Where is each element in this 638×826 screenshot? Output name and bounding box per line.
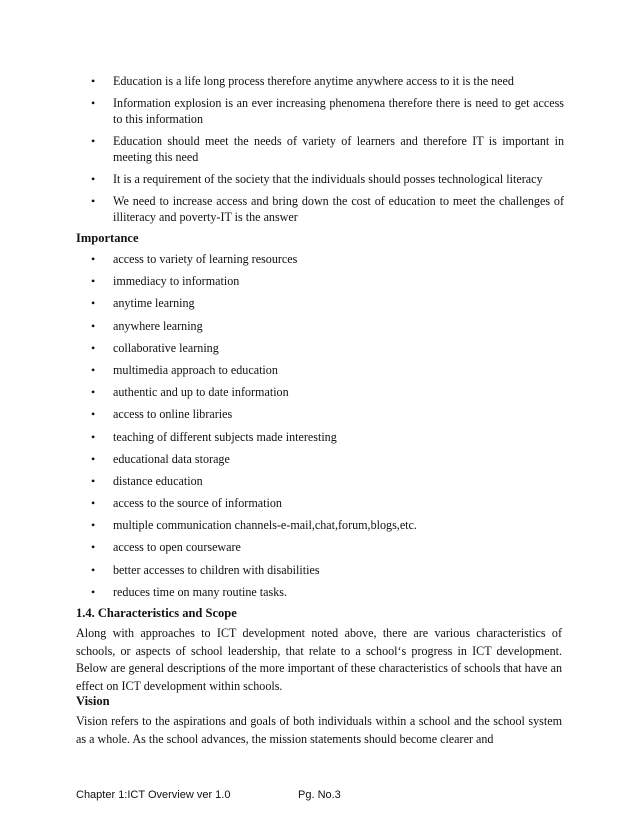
- list-item: [0, 295, 638, 317]
- bullet-icon: •: [91, 252, 96, 266]
- list-item-text: anywhere learning: [113, 318, 203, 333]
- list-item-text: distance education: [113, 473, 203, 488]
- list-item-text: Information explosion is an ever increasing phenomena therefore there is need to get access to this information: [113, 96, 564, 126]
- bullet-icon: •: [91, 385, 96, 400]
- bullet-icon: •: [91, 451, 96, 466]
- list-item: [0, 273, 638, 295]
- list-item-text: educational data storage: [113, 451, 230, 466]
- list-item-text: Education is a life long process therefore anytime anywhere access to it is the need: [113, 74, 514, 88]
- list-item-text: access to variety of learning resources: [113, 252, 298, 266]
- list-item: [0, 95, 638, 127]
- list-item-text: anytime learning: [113, 296, 195, 311]
- list-item: [0, 517, 638, 539]
- footer-chapter: Chapter 1:ICT Overview ver 1.0: [76, 789, 231, 801]
- bullet-icon: •: [91, 296, 96, 311]
- bullet-icon: •: [91, 496, 96, 511]
- list-item-text: Education should meet the needs of variety of learners and therefore IT is important in meeting this need: [113, 134, 564, 164]
- bullet-icon: •: [91, 134, 96, 148]
- section-paragraph: Along with approaches to ICT development noted above, there are various characteristics of schools, or aspects of school leadership, that relate to a school‘s progress in ICT development. Below are general descriptions of the more important of these characteristics of schools that have an effect on ICT development within schools.: [76, 626, 562, 693]
- need-bullet-list: [0, 73, 638, 231]
- list-item: [0, 495, 638, 517]
- bullet-icon: •: [91, 429, 96, 444]
- vision-heading: Vision: [76, 694, 110, 708]
- list-item: [0, 451, 638, 473]
- bullet-icon: •: [91, 74, 96, 88]
- bullet-icon: •: [91, 518, 96, 533]
- list-item: [0, 171, 638, 187]
- list-item: [0, 584, 638, 606]
- bullet-icon: •: [91, 172, 96, 186]
- bullet-icon: •: [91, 362, 96, 377]
- bullet-icon: •: [91, 562, 96, 577]
- list-item: [0, 362, 638, 384]
- list-item: [0, 562, 638, 584]
- vision-paragraph: Vision refers to the aspirations and goals of both individuals within a school and the school system as a whole. As the school advances, the mission statements should become clearer and: [76, 714, 562, 746]
- list-item: [0, 429, 638, 451]
- list-item-text: authentic and up to date information: [113, 385, 289, 400]
- list-item: [0, 340, 638, 362]
- importance-heading: Importance: [76, 231, 139, 245]
- bullet-icon: •: [91, 473, 96, 488]
- list-item-text: We need to increase access and bring down the cost of education to meet the challenges of illiteracy and poverty-IT is the answer: [113, 194, 564, 224]
- importance-bullet-list: [0, 251, 638, 606]
- list-item-text: collaborative learning: [113, 340, 219, 355]
- bullet-icon: •: [91, 407, 96, 422]
- list-item: [0, 318, 638, 340]
- list-item-text: access to open courseware: [113, 540, 241, 555]
- list-item-text: access to online libraries: [113, 407, 233, 422]
- bullet-icon: •: [91, 540, 96, 555]
- list-item: [0, 251, 638, 273]
- list-item-text: It is a requirement of the society that the individuals should posses technological literacy: [113, 172, 543, 186]
- bullet-icon: •: [91, 318, 96, 333]
- list-item: [0, 539, 638, 561]
- section-heading: 1.4. Characteristics and Scope: [76, 606, 237, 620]
- list-item: [0, 384, 638, 406]
- footer-page-number: Pg. No.3: [298, 789, 341, 801]
- list-item-text: access to the source of information: [113, 496, 282, 511]
- list-item-text: multimedia approach to education: [113, 362, 278, 377]
- list-item: [0, 406, 638, 428]
- bullet-icon: •: [91, 96, 96, 110]
- bullet-icon: •: [91, 584, 96, 599]
- bullet-icon: •: [91, 194, 96, 208]
- bullet-icon: •: [91, 340, 96, 355]
- list-item-text: reduces time on many routine tasks.: [113, 584, 287, 599]
- list-item-text: better accesses to children with disabilities: [113, 562, 320, 577]
- list-item-text: multiple communication channels-e-mail,chat,forum,blogs,etc.: [113, 518, 417, 533]
- bullet-icon: •: [91, 274, 96, 289]
- list-item: [0, 473, 638, 495]
- list-item-text: immediacy to information: [113, 274, 240, 289]
- list-item: [0, 73, 638, 89]
- list-item-text: teaching of different subjects made interesting: [113, 429, 337, 444]
- list-item: [0, 133, 638, 165]
- list-item: [0, 193, 638, 225]
